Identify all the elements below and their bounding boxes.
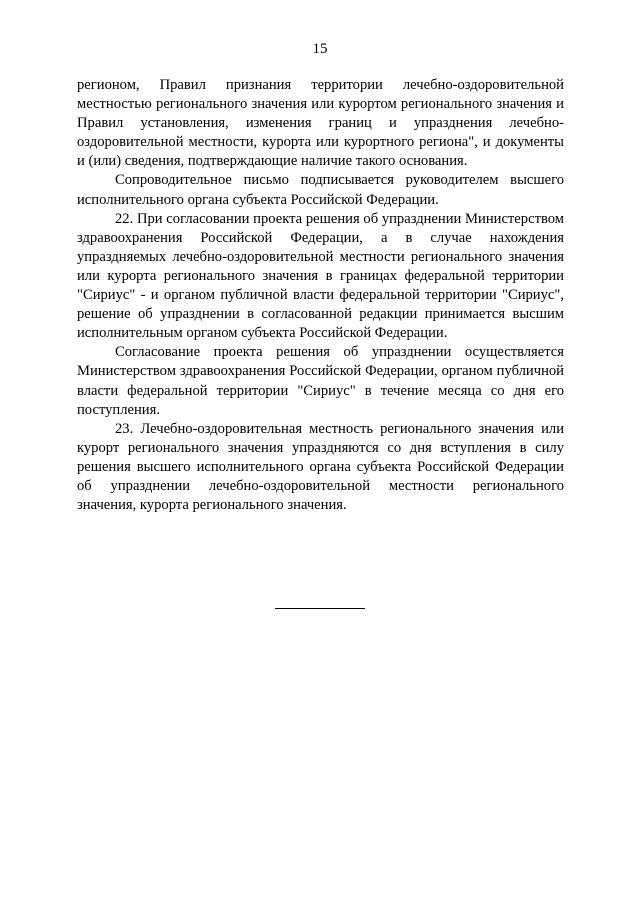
paragraph-item-22: 22. При согласовании проекта решения об упразднении Министерством здравоохранения Российской Федерации, а в случае нахождения упраздняемых лечебно-оздоровительной местности регионального значения или курорта регионального значения в границах федеральной территории "Сириус" - и органом публичной власти федеральной территории "Сириус", решение об упразднении в согласованной редакции принимается высшим исполнительным органом субъекта Российской Федерации. — [77, 210, 564, 342]
paragraph-cover-letter: Сопроводительное письмо подписывается руководителем высшего исполнительного органа субъекта Российской Федерации. — [77, 172, 564, 208]
paragraph-approval-term: Согласование проекта решения об упразднении осуществляется Министерством здравоохранения Российской Федерации, органом публичной власти федеральной территории "Сириус" в течение месяца со дня его поступления. — [77, 344, 564, 418]
document-body — [77, 76, 564, 515]
paragraph-continuation: регионом, Правил признания территории лечебно-оздоровительной местностью регионального значения или курортом регионального значения и Правил установления, изменения границ и упразднения лечебно-оздоровительной местности, курорта или курортного региона", и документы и (или) сведения, подтверждающие наличие такого основания. — [77, 77, 564, 170]
end-of-text-divider — [275, 608, 365, 609]
page-number: 15 — [312, 41, 328, 57]
paragraph-item-23: 23. Лечебно-оздоровительная местность регионального значения или курорт регионального значения упраздняются со дня вступления в силу решения высшего исполнительного органа субъекта Российской Федерации об упразднении лечебно-оздоровительной местности регионального значения, курорта регионального значения. — [77, 420, 564, 514]
